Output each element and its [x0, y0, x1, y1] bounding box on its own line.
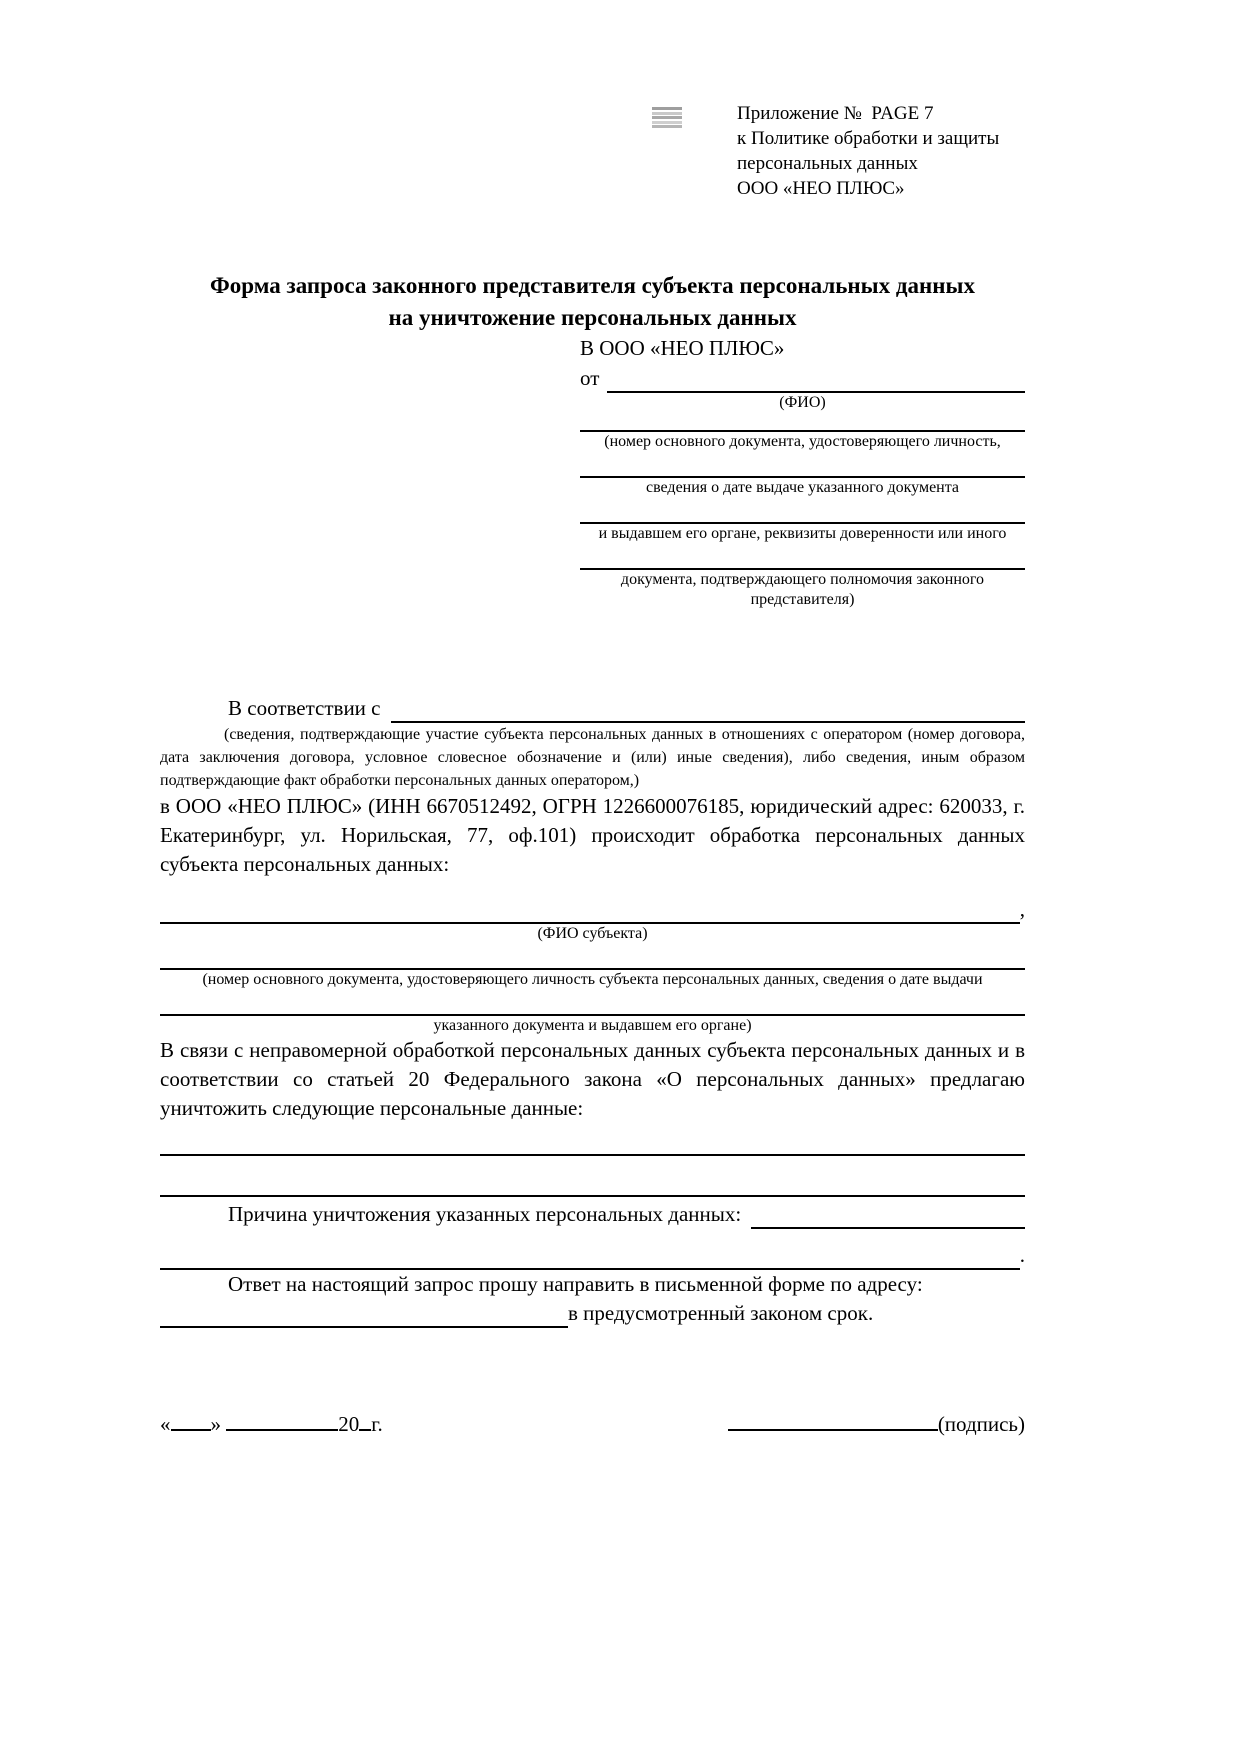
signature-caption: (подпись): [937, 1412, 1025, 1436]
fio-field[interactable]: [607, 365, 1025, 393]
issue-date-field[interactable]: [580, 452, 1025, 478]
unlawful-processing-paragraph: В связи с неправомерной обработкой персональных данных субъекта персональных данных и в соответствии со статьей 20 Федерального закона «О персональных данных» предлагаю уничтожить следующие персональные данные:: [160, 1038, 1025, 1120]
data-to-destroy-field-2[interactable]: [160, 1156, 1025, 1197]
footer-row: [160, 1408, 1025, 1439]
reason-line-period: .: [1019, 1243, 1025, 1267]
fio-caption: (ФИО): [779, 394, 826, 411]
subject-fio-caption: (ФИО субъекта): [537, 925, 648, 942]
reason-field[interactable]: [751, 1201, 1025, 1229]
signature-field[interactable]: [728, 1408, 938, 1431]
from-label: от: [580, 366, 600, 390]
subject-line-comma: ,: [1019, 897, 1025, 921]
subject-fio-field[interactable]: [160, 904, 1020, 924]
date-day-field[interactable]: [171, 1408, 211, 1431]
representative-authority-caption: документа, подтверждающего полномочия законного представителя): [620, 571, 985, 608]
reason-label: Причина уничтожения указанных персональных данных:: [228, 1202, 742, 1226]
date-open-quote: «: [160, 1412, 171, 1436]
data-to-destroy-field-1[interactable]: [160, 1123, 1025, 1156]
date-group: [160, 1408, 383, 1439]
header-policy-line: к Политике обработки и защиты: [737, 128, 1000, 149]
document-number-caption: (номер основного документа, удостоверяющего личность,: [604, 433, 1001, 450]
date-year-suffix: г.: [371, 1412, 383, 1436]
reason-continuation-field[interactable]: [160, 1250, 1020, 1270]
field-code-icon: [652, 107, 682, 130]
document-title: [160, 270, 1025, 334]
issuing-authority-caption: и выдавшем его органе, реквизиты доверенности или иного: [598, 525, 1007, 542]
header-appendix-line: Приложение № PAGE 7: [737, 103, 934, 124]
accordance-field[interactable]: [391, 695, 1026, 723]
subject-document-issue-field[interactable]: [160, 990, 1025, 1016]
representative-authority-field[interactable]: [580, 544, 1025, 570]
header-block: [737, 101, 1067, 201]
date-year-prefix: 20: [338, 1412, 360, 1436]
addressee-to: В ООО «НЕО ПЛЮС»: [580, 336, 785, 360]
signature-group: [728, 1408, 1025, 1439]
document-number-field[interactable]: [580, 413, 1025, 432]
subject-document-issue-caption: указанного документа и выдавшем его органе): [433, 1017, 752, 1034]
header-personal-data-line: персональных данных: [737, 153, 918, 174]
issuing-authority-field[interactable]: [580, 498, 1025, 524]
issue-date-caption: сведения о дате выдаче указанного документа: [645, 479, 960, 496]
addressee-block: [580, 334, 1025, 610]
subject-document-caption: (номер основного документа, удостоверяющего личность субъекта персональных данных, сведения о дате выдачи: [202, 971, 983, 988]
response-tail: в предусмотренный законом срок.: [568, 1301, 874, 1325]
date-month-field[interactable]: [226, 1408, 338, 1431]
operator-paragraph: в ООО «НЕО ПЛЮС» (ИНН 6670512492, ОГРН 1226600076185, юридический адрес: 620033, г. Екатеринбург, ул. Норильская, 77, оф.101) происходит обработка персональных данных субъекта персональных данных:: [160, 794, 1025, 876]
accordance-label: В соответствии с: [228, 696, 381, 720]
document-title-line1: Форма запроса законного представителя субъекта персональных данных: [210, 273, 975, 298]
subject-document-field[interactable]: [160, 944, 1025, 970]
document-body: [160, 270, 1025, 1439]
response-paragraph: Ответ на настоящий запрос прошу направить в письменной форме по адресу:: [228, 1272, 923, 1296]
date-year-field[interactable]: [359, 1408, 371, 1431]
header-company-line: ООО «НЕО ПЛЮС»: [737, 178, 905, 199]
date-close-quote: »: [210, 1412, 221, 1436]
document-title-line2: на уничтожение персональных данных: [388, 305, 797, 330]
response-address-field[interactable]: [160, 1300, 568, 1328]
accordance-note: (сведения, подтверждающие участие субъекта персональных данных в отношениях с оператором (номер договора, дата заключения договора, условное словесное обозначение и (или) иные сведения), либо сведения, иным образом подтверждающие факт обработки персональных данных оператором,): [160, 726, 1025, 789]
